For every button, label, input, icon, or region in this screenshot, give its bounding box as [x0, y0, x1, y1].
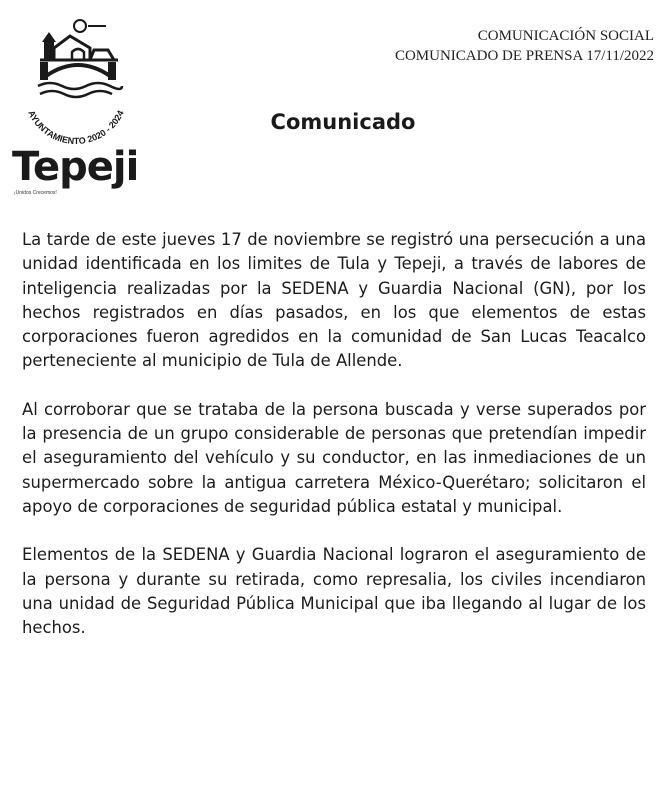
- press-header: [395, 26, 654, 66]
- document-body: [22, 228, 646, 664]
- paragraph: Elementos de la SEDENA y Guardia Nacional lograron el aseguramiento de la persona y durante su retirada, como represalia, los civiles incendiaron una unidad de Seguridad Pública Municipal que iba llegando al lugar de los hechos.: [22, 545, 646, 638]
- title-text: Comunicado: [270, 110, 416, 134]
- paragraph: Al corroborar que se trataba de la persona buscada y verse superados por la presencia de un grupo considerable de personas que pretendían impedir el aseguramiento del vehículo y su conductor, en las inmediaciones de un supermercado sobre la antigua carretera México-Querétaro; solicitaron el apoyo de corporaciones de seguridad pública estatal y municipal.: [22, 399, 646, 516]
- page-title: [0, 110, 662, 134]
- municipal-logo: [10, 14, 140, 194]
- logo-wordmark: Tepeji: [12, 144, 139, 190]
- header-department: COMUNICACIÓN SOCIAL: [477, 28, 654, 44]
- logo-tagline: ¡Unidos Crecemos!: [14, 190, 57, 196]
- paragraph: La tarde de este jueves 17 de noviembre se registró una persecución a una unidad identificada en los limites de Tula y Tepeji, a través de labores de inteligencia realizadas por la SEDENA y Guardia Nacional (GN), por los hechos registrados en días pasados, en los que elementos de estas corporaciones fueron agredidos en la comunidad de San Lucas Teacalco perteneciente al municipio de Tula de Allende.: [22, 230, 646, 371]
- logo-arc-text: AYUNTAMIENTO 2020 - 2024: [26, 108, 126, 147]
- header-press-release-number: COMUNICADO DE PRENSA 17/11/2022: [394, 48, 654, 64]
